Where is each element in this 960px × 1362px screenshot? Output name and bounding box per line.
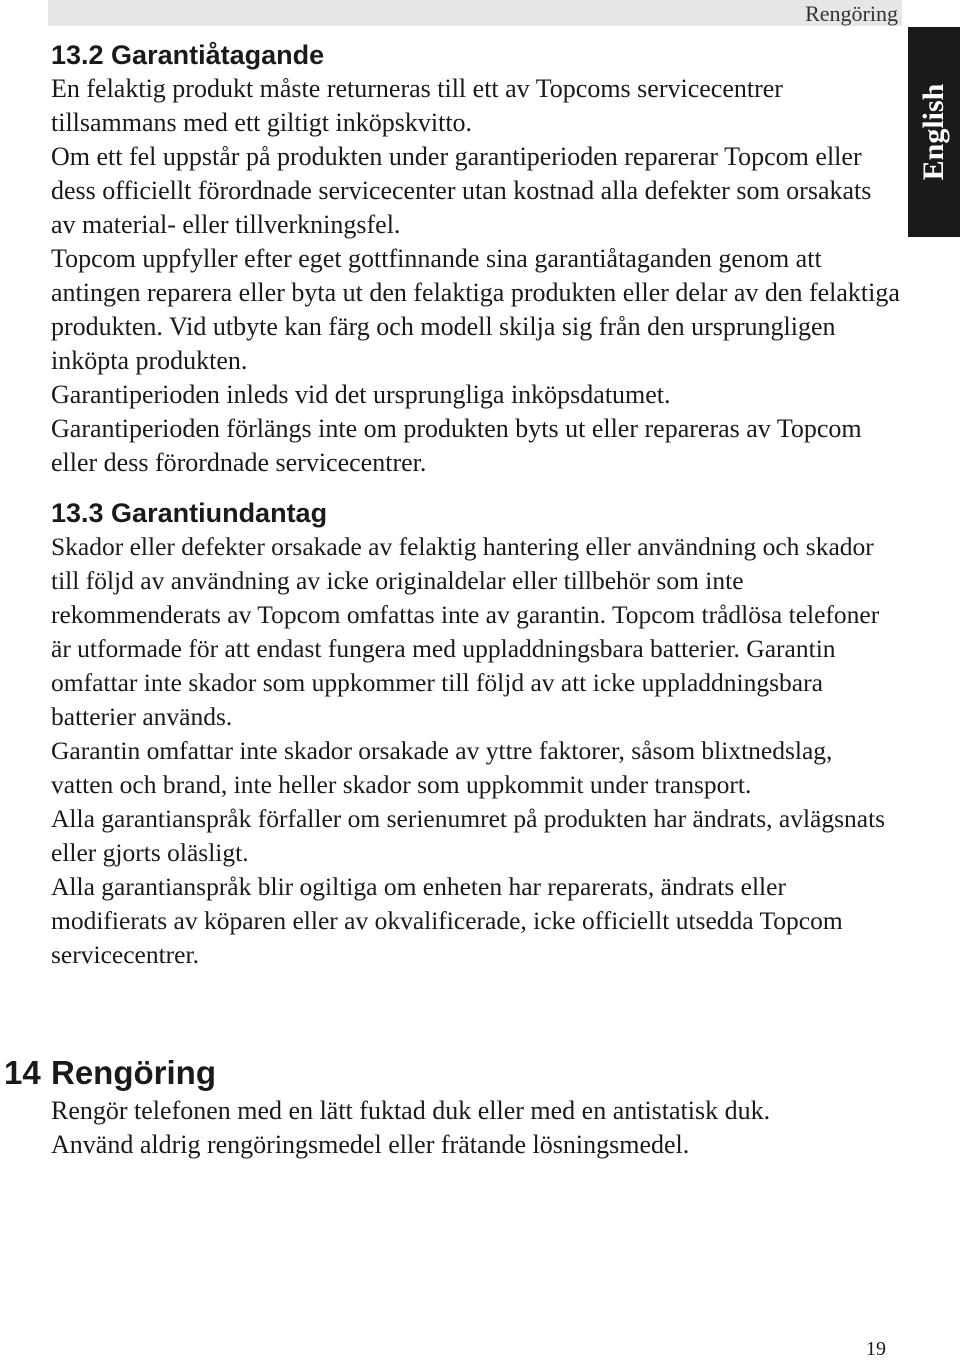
paragraph: Garantiperioden inleds vid det ursprungliga inköpsdatumet. <box>51 380 671 409</box>
paragraph: Använd aldrig rengöringsmedel eller frätande lösningsmedel. <box>51 1130 690 1159</box>
section-14-number: 14 <box>4 1054 41 1091</box>
page-number: 19 <box>866 1338 886 1360</box>
section-14-title: Rengöring <box>51 1054 216 1091</box>
section-13-2-body <box>51 72 901 480</box>
paragraph: Alla garantianspråk förfaller om serienumret på produkten har ändrats, avlägsnats eller gjorts oläsligt. <box>51 804 886 867</box>
section-13-3-heading: 13.3 Garantiundantag <box>51 498 328 528</box>
paragraph: Topcom uppfyller efter eget gottfinnande sina garantiåtaganden genom att antingen reparera eller byta ut den felaktiga produkten eller delar av den felaktiga produkten. Vid utbyte kan färg och modell skilja sig från den ursprungligen inköpta produkten. <box>51 244 900 375</box>
section-13-2-heading: 13.2 Garantiåtagande <box>51 40 325 70</box>
paragraph: Rengör telefonen med en lätt fuktad duk eller med en antistatisk duk. <box>51 1096 771 1125</box>
paragraph: Garantin omfattar inte skador orsakade av yttre faktorer, såsom blixtnedslag, vatten och brand, inte heller skador som uppkommit under transport. <box>51 736 833 799</box>
language-side-tab <box>908 27 960 237</box>
paragraph: Skador eller defekter orsakade av felaktig hantering eller användning och skador till följd av användning av icke originaldelar eller tillbehör som inte rekommenderats av Topcom omfattas inte av garantin. Topcom trådlösa telefoner är utformade för att endast fungera med uppladdningsbara batterier. Garantin omfattar inte skador som uppkommer till följd av att icke uppladdningsbara batterier används. <box>51 532 880 731</box>
spacer <box>51 480 901 496</box>
running-header-title: Rengöring <box>805 1 898 26</box>
section-13-3-body <box>51 530 901 972</box>
section-14-heading <box>4 1053 216 1093</box>
paragraph: Alla garantianspråk blir ogiltiga om enheten har reparerats, ändrats eller modifierats av köparen eller av okvalificerade, icke officiellt utsedda Topcom servicecentrer. <box>51 872 843 969</box>
paragraph: En felaktig produkt måste returneras till ett av Topcoms servicecentrer tillsammans med ett giltigt inköpskvitto. <box>51 74 783 137</box>
language-side-tab-label: English <box>917 83 950 181</box>
paragraph: Om ett fel uppstår på produkten under garantiperioden reparerar Topcom eller dess officiellt förordnade servicecenter utan kostnad alla defekter som orsakats av material- eller tillverkningsfel. <box>51 142 872 239</box>
page-header-bar <box>48 0 902 26</box>
paragraph: Garantiperioden förlängs inte om produkten byts ut eller repareras av Topcom eller dess förordnade servicecentrer. <box>51 414 862 477</box>
main-content <box>51 38 901 972</box>
section-14-body <box>51 1094 901 1162</box>
